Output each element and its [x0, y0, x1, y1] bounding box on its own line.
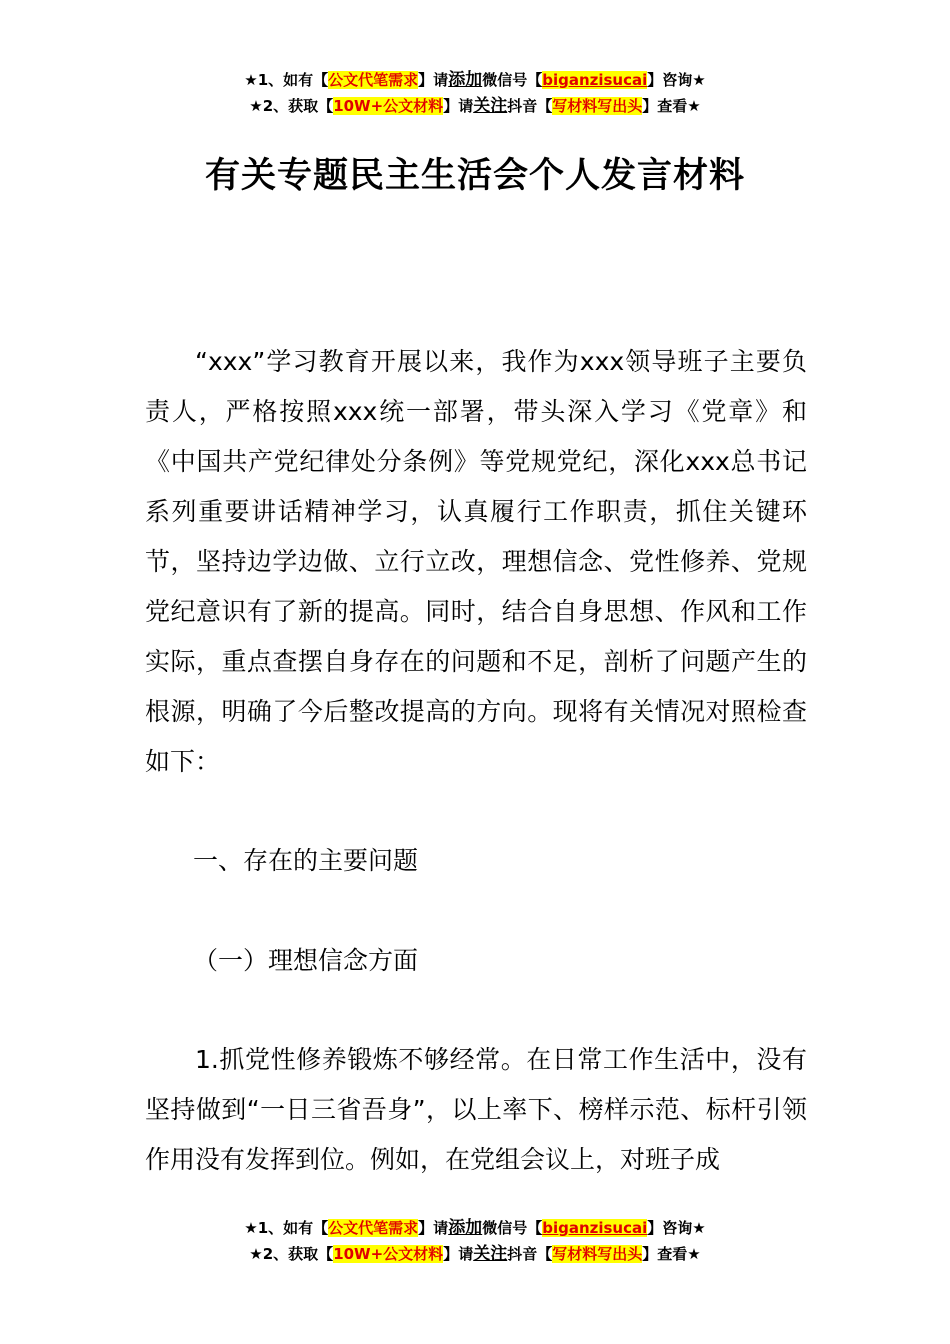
item-paragraph	[145, 1035, 807, 1185]
banner-emphasis: 添加	[448, 1218, 483, 1238]
document-title: 有关专题民主生活会个人发言材料	[204, 156, 745, 196]
banner-emphasis: 关注	[473, 1244, 508, 1264]
banner-text: 】请	[418, 1219, 449, 1237]
banner-text: ★2、获取【	[249, 97, 334, 115]
banner-wechat-id: biganzisucai	[542, 71, 648, 89]
banner-text: 微信号【	[482, 71, 543, 89]
banner-highlight: 10W+公文材料	[333, 1245, 444, 1263]
banner-text: 】请	[418, 71, 449, 89]
banner-emphasis: 添加	[448, 70, 483, 90]
banner-text: ★1、如有【	[244, 1219, 329, 1237]
banner-highlight: 写材料写出头	[552, 97, 643, 115]
footer-banner	[0, 1215, 950, 1267]
banner-emphasis: 关注	[473, 96, 508, 116]
banner-highlight: 公文代笔需求	[328, 1219, 419, 1237]
banner-highlight: 10W+公文材料	[333, 97, 444, 115]
paragraph-text: 1.抓党性修养锻炼不够经常。在日常工作生活中，没有坚持做到“一日三省吾身”，以上率下、榜样示范、标杆引领作用没有发挥到位。例如，在党组会议上，对班子成	[145, 1045, 807, 1174]
banner-text: 】查看★	[642, 97, 701, 115]
banner-text: 抖音【	[507, 97, 553, 115]
banner-text: 】请	[443, 97, 474, 115]
banner-line-2	[0, 1241, 950, 1267]
banner-text: 微信号【	[482, 1219, 543, 1237]
banner-text: 】咨询★	[647, 1219, 706, 1237]
intro-paragraph	[145, 337, 807, 787]
paragraph-text: “xxx”学习教育开展以来，我作为xxx领导班子主要负责人，严格按照xxx统一部署，带头深入学习《党章》和《中国共产党纪律处分条例》等党规党纪，深化xxx总书记系列重要讲话精神学习，认真履行工作职责，抓住关键环节，坚持边学边做、立行立改，理想信念、党性修养、党规党纪意识有了新的提高。同时，结合自身思想、作风和工作实际，重点查摆自身存在的问题和不足，剖析了问题产生的根源，明确了今后整改提高的方向。现将有关情况对照检查如下：	[145, 347, 807, 776]
banner-text: ★1、如有【	[244, 71, 329, 89]
banner-text: 】咨询★	[647, 71, 706, 89]
subsection-heading: （一）理想信念方面	[193, 946, 419, 975]
banner-line-1	[0, 67, 950, 93]
banner-line-2	[0, 93, 950, 119]
banner-highlight: 写材料写出头	[552, 1245, 643, 1263]
banner-text: 】请	[443, 1245, 474, 1263]
banner-text: 抖音【	[507, 1245, 553, 1263]
banner-text: 】查看★	[642, 1245, 701, 1263]
section-heading: 一、存在的主要问题	[193, 846, 419, 875]
banner-wechat-id: biganzisucai	[542, 1219, 648, 1237]
banner-line-1	[0, 1215, 950, 1241]
banner-text: ★2、获取【	[249, 1245, 334, 1263]
banner-highlight: 公文代笔需求	[328, 71, 419, 89]
header-banner	[0, 67, 950, 119]
